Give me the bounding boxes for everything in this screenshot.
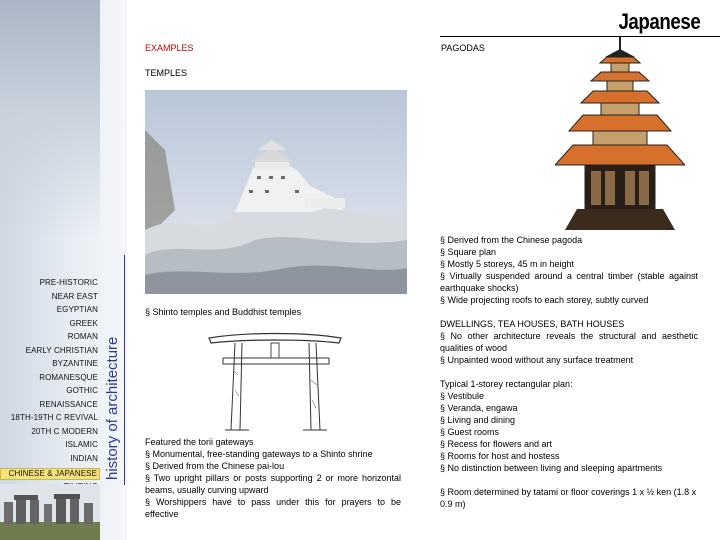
text-line: § Wide projecting roofs to each storey, subtly curved <box>440 295 649 305</box>
nav-item-romanesque[interactable]: ROMANESQUE <box>39 373 98 382</box>
torii-gate-sketch <box>205 330 345 435</box>
examples-label: EXAMPLES <box>145 43 194 53</box>
text-line: § Derived from the Chinese pai-lou <box>145 461 285 471</box>
shinto-text: § Shinto temples and Buddhist temples <box>145 307 302 317</box>
nav-item-byzantine[interactable]: BYZANTINE <box>52 359 98 368</box>
vertical-divider <box>124 255 125 485</box>
text-line: § Unpainted wood without any surface treatment <box>440 355 634 365</box>
text-line: DWELLINGS, TEA HOUSES, BATH HOUSES <box>440 319 625 329</box>
nav-item-gothic[interactable]: GOTHIC <box>66 386 98 395</box>
nav-item-20th-c-modern[interactable]: 20TH C MODERN <box>31 427 98 436</box>
nav-item-early-christian[interactable]: EARLY CHRISTIAN <box>25 346 98 355</box>
nav-item-pre-historic[interactable]: PRE-HISTORIC <box>39 278 98 287</box>
text-line: § Vestibule <box>440 391 485 401</box>
nav-item-islamic[interactable]: ISLAMIC <box>65 440 98 449</box>
dwellings-description <box>440 318 698 366</box>
tatami-description <box>440 486 698 510</box>
text-line: § No other architecture reveals the structural and aesthetic qualities of wood <box>440 331 698 353</box>
text-line: § Mostly 5 storeys, 45 m in height <box>440 259 575 269</box>
text-line: § Square plan <box>440 247 497 257</box>
temples-label: TEMPLES <box>145 68 188 78</box>
nav-item-near-east[interactable]: NEAR EAST <box>51 292 98 301</box>
text-line: § Guest rooms <box>440 427 500 437</box>
text-line: § Monumental, free-standing gateways to a Shinto shrine <box>145 449 373 459</box>
vertical-title: history of architecture <box>104 336 121 480</box>
text-line: § Recess for flowers and art <box>440 439 553 449</box>
pagoda-illustration <box>555 37 685 230</box>
pagoda-description <box>440 234 698 306</box>
text-line: § Rooms for host and hostess <box>440 451 560 461</box>
nav-item-greek[interactable]: GREEK <box>69 319 98 328</box>
text-line: Typical 1-storey rectangular plan: <box>440 379 573 389</box>
text-line: § Living and dining <box>440 415 516 425</box>
text-line: § Veranda, engawa <box>440 403 518 413</box>
sidebar-sky-image <box>0 0 100 240</box>
text-line: § No distinction between living and sleeping apartments <box>440 463 663 473</box>
nav-item-chinese-japanese[interactable]: CHINESE & JAPANESE <box>0 468 100 480</box>
text-line: § Room determined by tatami or floor coverings 1 x ½ ken (1.8 x 0.9 m) <box>440 487 697 509</box>
text-line: § Virtually suspended around a central timber (stable against earthquake shocks) <box>440 271 698 293</box>
typical-plan-description <box>440 378 698 474</box>
text-line: § Worshippers have to pass under this for prayers to be effective <box>145 497 401 519</box>
torii-description <box>145 436 401 520</box>
nav-item-renaissance[interactable]: RENAISSANCE <box>39 400 98 409</box>
pagodas-label: PAGODAS <box>441 43 485 53</box>
text-line: § Derived from the Chinese pagoda <box>440 235 583 245</box>
sidebar <box>0 0 127 540</box>
page-title: Japanese <box>618 9 700 34</box>
text-line: § Two upright pillars or posts supporting 2 or more horizontal beams, usually curving upward <box>145 473 401 495</box>
nav-item-roman[interactable]: ROMAN <box>67 332 98 341</box>
nav-item-indian[interactable]: INDIAN <box>70 454 98 463</box>
castle-photo <box>145 90 407 294</box>
nav-item-egyptian[interactable]: EGYPTIAN <box>56 305 98 314</box>
stonehenge-image <box>0 484 100 540</box>
nav-item-18th-19th-c-revival[interactable]: 18TH-19TH C REVIVAL <box>10 413 98 422</box>
text-line: Featured the torii gateways <box>145 437 254 447</box>
